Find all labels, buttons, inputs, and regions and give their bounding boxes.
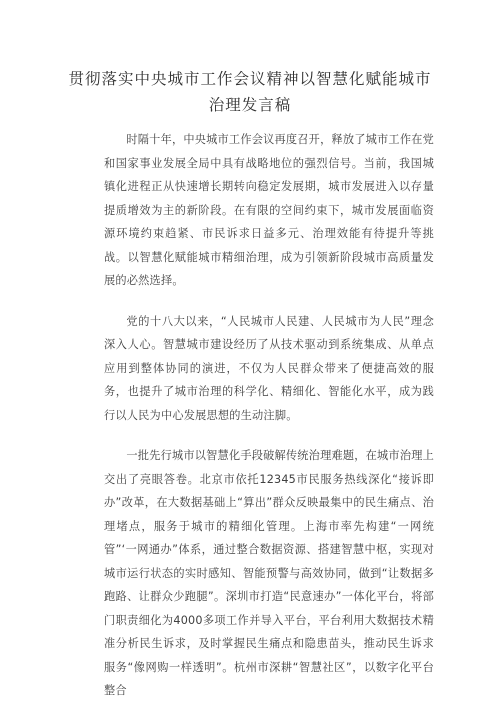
paragraph-2: 党的十八大以来，“人民城市人民建、人民城市为人民”理念深入人心。智慧城市建设经历了从技术驱动到系统集成、从单点应用到整体协同的演进，不仅为人民群众带来了便捷高效的服务，也提升了城市治理的科学化、精细化、智能化水平，成为践行以人民为中心发展思想的生动注脚。 (104, 314, 434, 422)
document-title (60, 66, 440, 118)
paragraph-1: 时隔十年，中央城市工作会议再度召开，释放了城市工作在党和国家事业发展全局中具有战略地位的强烈信号。当前，我国城镇化进程正从快速增长期转向稳定发展期，城市发展进入以存量提质增效为主的新阶段。在有限的空间约束下，城市发展面临资源环境约束趋紧、市民诉求日益多元、治理效能有待提升等挑战。以智慧化赋能城市精细治理，成为引领新阶段城市高质量发展的必然选择。 (104, 133, 434, 287)
title-line-1: 贯彻落实中央城市工作会议精神以智慧化赋能城市 (68, 70, 432, 88)
document-body (104, 128, 434, 703)
paragraph-3: 一批先行城市以智慧化手段破解传统治理难题，在城市治理上交出了亮眼答卷。北京市依托12345市民服务热线深化“接诉即办”改革，在大数据基础上“算出”群众反映最集中的民生痛点、治理堵点，服务于城市的精细化管理。上海市率先构建“一网统管”‘一网通办”体系，通过整合数据资源、搭建智慧中枢，实现对城市运行状态的实时感知、智能预警与高效协同，做到“让数据多跑路、让群众少跑腿”。深圳市打造“民意速办”一体化平台，将部门职责细化为4000多项工作并导入平台，平台利用大数据技术精准分析民生诉求，及时掌握民生痛点和隐患苗头，推动民生诉求服务“像网购一样透明”。杭州市深耕“智慧社区”，以数字化平台整合 (104, 449, 434, 697)
title-line-2: 治理发言稿 (208, 96, 292, 114)
